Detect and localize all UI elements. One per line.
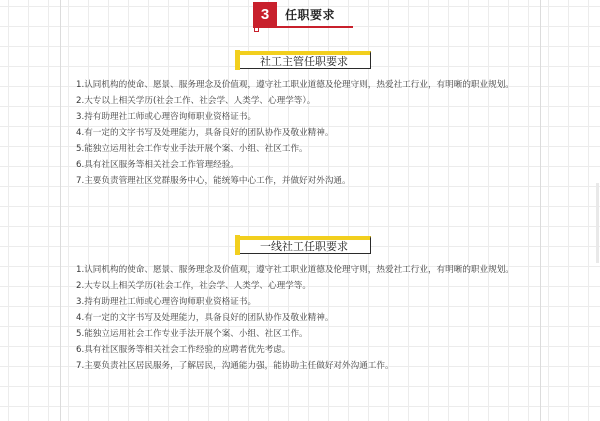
requirements-list-supervisor: [76, 77, 538, 189]
section-number-badge: 3: [253, 2, 277, 26]
section-title: 任职要求: [285, 7, 336, 22]
list-item: 6.具有社区服务等相关社会工作管理经验。: [76, 160, 239, 170]
left-margin-line: [60, 0, 61, 421]
list-item: 3.持有助理社工师或心理咨询师职业资格证书。: [76, 112, 257, 122]
list-item: 5.能独立运用社会工作专业手法开展个案、小组、社区工作。: [76, 144, 308, 154]
list-item: 2.大专以上相关学历(社会工作，社会学、人类学、心理学等。: [76, 281, 311, 291]
list-item: 7.主要负责管理社区党群服务中心，能统筹中心工作，并做好对外沟通。: [76, 176, 351, 186]
list-item: 5.能独立运用社会工作专业手法开展个案、小组、社区工作。: [76, 329, 308, 339]
list-item: 6.具有社区服务等相关社会工作经验的应聘者优先考虑。: [76, 345, 291, 355]
list-item: 1.认同机构的使命、愿景、服务理念及价值观，遵守社工职业道德及伦理守则，热爱社工行业，有明晰的职业规划。: [76, 265, 514, 275]
requirements-list-frontline: [76, 262, 538, 374]
list-item: 4.有一定的文字书写及处理能力，具备良好的团队协作及敬业精神。: [76, 128, 334, 138]
section-header: [253, 1, 335, 27]
subheading-frontline: 一线社工任职要求: [237, 236, 371, 254]
scrollbar-thumb[interactable]: [596, 183, 599, 263]
list-item: 1.认同机构的使命、愿景、服务理念及价值观，遵守社工职业道德及伦理守则，热爱社工行业，有明晰的职业规划。: [76, 80, 514, 90]
section-corner-mark: [254, 27, 259, 32]
list-item: 2.大专以上相关学历(社会工作、社会学、人类学、心理学等）。: [76, 96, 316, 106]
list-item: 3.持有助理社工师或心理咨询师职业资格证书。: [76, 297, 257, 307]
list-item: 4.有一定的文字书写及处理能力，具备良好的团队协作及敬业精神。: [76, 313, 334, 323]
right-margin-line: [540, 0, 541, 421]
subheading-supervisor: 社工主管任职要求: [237, 51, 371, 69]
section-underline: [253, 26, 353, 28]
list-item: 7.主要负责社区居民服务，了解居民，沟通能力强，能协助主任做好对外沟通工作。: [76, 361, 394, 371]
